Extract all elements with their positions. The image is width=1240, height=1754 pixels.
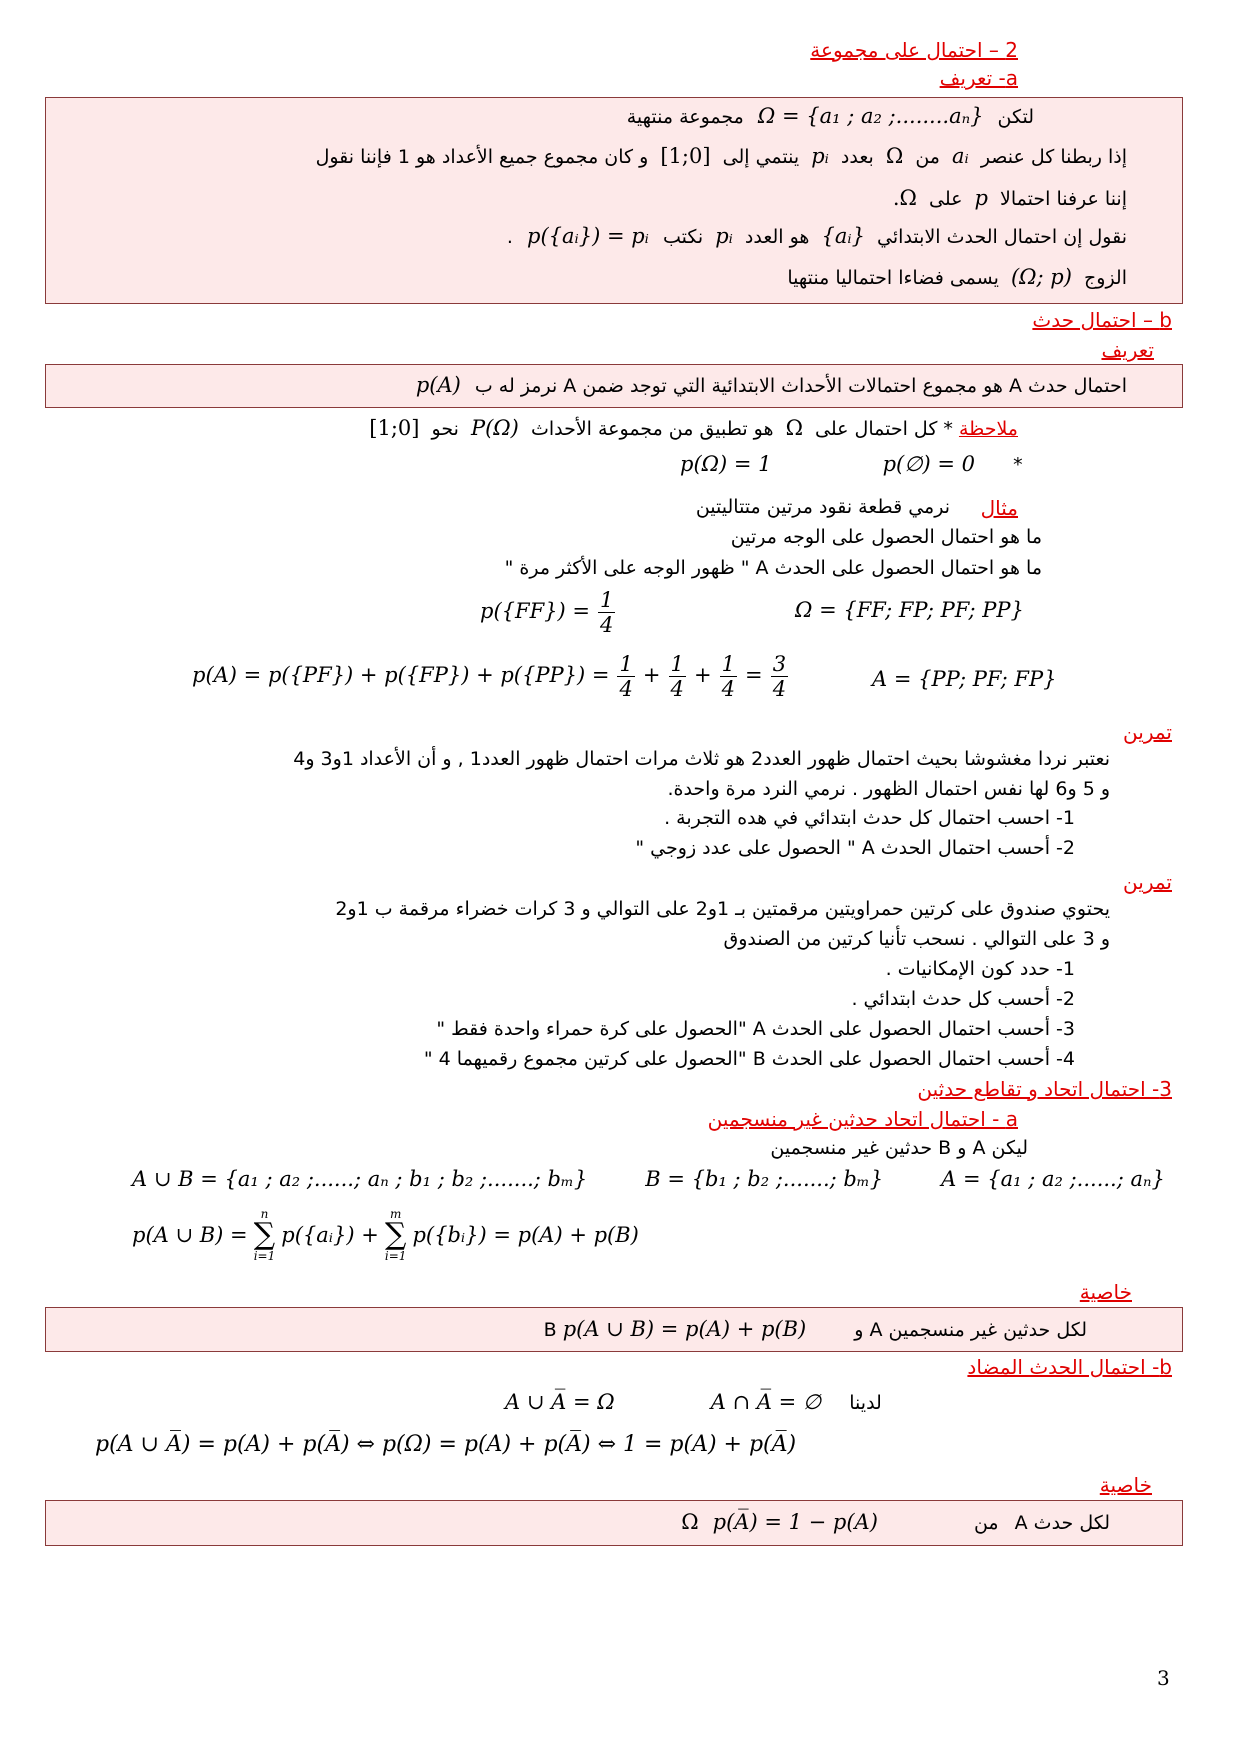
union-line1: ليكن A و B حدثين غير منسجمين [770,1137,1028,1159]
exercise2-label: تمرين [1123,870,1172,894]
def1-line1: لتكن Ω = {a₁ ; a₂ ;........aₙ} مجموعة منتهية [626,104,1034,128]
exercise1-line2: و 5 و6 لها نفس احتمال الظهور . نرمي النرد مرة واحدة. [667,778,1110,800]
example-line3: ما هو احتمال الحصول على الحدث A " ظهور الوجه على الأكثر مرة " [504,557,1042,579]
def1-line3: إننا عرفنا احتمالا p على Ω. [892,186,1127,210]
exercise2-item3: 3- أحسب احتمال الحصول على الحدث A "الحصول على كرة حمراء واحدة فقط " [436,1018,1075,1040]
exercise1-label: تمرين [1123,720,1172,744]
property-box-complement [45,1500,1183,1546]
example-line2: ما هو احتمال الحصول على الوجه مرتين [730,526,1042,548]
definition-box-event [45,364,1183,408]
example-label: مثال [980,496,1018,520]
union-sets: A ∪ B = {a₁ ; a₂ ;......; aₙ ; b₁ ; b₂ ;.......; bₘ} B = {b₁ ; b₂ ;.......; bₘ} A = {a₁ ; a₂ ;......; aₙ} [132,1167,1165,1191]
exercise2-line1: يحتوي صندوق على كرتين حمراويتين مرقمتين بـ 1و2 على التوالي و 3 كرات خضراء مرقمة ب 1و2 [335,898,1110,920]
example-a-set: A = {PP; PF; FP} [872,667,1057,691]
example-omega-set: Ω = {FF; FP; PF; PP} [795,598,1024,622]
exercise2-item1: 1- حدد كون الإمكانيات . [885,958,1075,980]
section-heading-union-intersection: 3- احتمال اتحاد و تقاطع حدثين [917,1077,1172,1101]
def1-line4: نقول إن احتمال الحدث الابتدائي {aᵢ} هو العدد pᵢ نكتب p({aᵢ}) = pᵢ . [506,224,1127,248]
exercise1-item2: 2- أحسب احتمال الحدث A " الحصول على عدد زوجي " [635,837,1075,859]
example-pa-sum: p(A) = p({PF}) + p({FP}) + p({PP}) = $\frac{1}{4}$ + $\frac{1}{4}$ + $\frac{1}{4}$ = $\frac{3}{4}$ [192,652,787,702]
example-pff: p({FF}) = $\frac{1}{4}$ [480,588,614,638]
complement-chain: p(A ∪ A̅) = p(A) + p(A̅) ⇔ p(Ω) = p(A) + p(A̅) ⇔ 1 = p(A) + p(A̅) [95,1432,797,1457]
subsection-heading-disjoint-union: a - احتمال اتحاد حدثين غير منسجمين [707,1107,1018,1131]
property2-label: خاصية [1099,1473,1152,1497]
section-heading-event-probability: b – احتمال حدث [1032,308,1172,332]
example-line1: نرمي قطعة نقود مرتين متتاليتين [695,496,950,518]
definition-label-a: a- تعريف [939,66,1018,90]
subsection-heading-complement: b- احتمال الحدث المضاد [967,1355,1172,1379]
definition-label: تعريف [1101,338,1154,362]
section-heading-probability-on-set: 2 – احتمال على مجموعة [810,38,1018,62]
prop1-line: لكل حدثين غير منسجمين A و B p(A ∪ B) = p(A) + p(B) [543,1317,1087,1341]
note-formulas: p(Ω) = 1 p(∅) = 0 * [680,452,1023,476]
def2-text: احتمال حدث A هو مجموع احتمالات الأحداث الابتدائية التي توجد ضمن A نرمز له ب p(A) [415,373,1127,397]
complement-have: A ∪ A̅ = Ω A ∩ A̅ = ∅ لدينا [505,1390,882,1414]
exercise2-line2: و 3 على التوالي . نسحب تأنيا كرتين من الصندوق [723,928,1110,950]
prop2-line: لكل حدث A من Ω p(A̅) = 1 − p(A) [681,1510,1110,1534]
property1-label: خاصية [1079,1280,1132,1304]
note-line: ملاحظة * كل احتمال على Ω هو تطبيق من مجموعة الأحداث P(Ω) نحو [0;1] [369,416,1018,440]
property-box-union [45,1307,1183,1352]
def1-line2: إذا ربطنا كل عنصر aᵢ من Ω بعدد pᵢ ينتمي إلى [0;1] و كان مجموع جميع الأعداد هو 1 فإننا نقول [315,144,1127,168]
exercise2-item2: 2- أحسب كل حدث ابتدائي . [851,988,1075,1010]
exercise1-line1: نعتبر نردا مغشوشا بحيث احتمال ظهور العدد2 هو ثلاث مرات احتمال ظهور العدد1 , و أن الأعداد 1و3 و4 [293,748,1110,770]
def1-line5: الزوج (Ω; p) يسمى فضاءا احتماليا منتهيا [787,265,1127,289]
union-sum-formula: p(A ∪ B) = n ∑ i=1 p({aᵢ}) + m ∑ i=1 p({bᵢ}) = p(A) + p(B) [132,1207,639,1263]
page-number: 3 [1157,1666,1170,1690]
definition-box-probability [45,97,1183,304]
exercise1-item1: 1- احسب احتمال كل حدث ابتدائي في هده التجربة . [664,807,1075,829]
exercise2-item4: 4- أحسب احتمال الحصول على الحدث B "الحصول على كرتين مجموع رقميهما 4 " [423,1048,1075,1070]
